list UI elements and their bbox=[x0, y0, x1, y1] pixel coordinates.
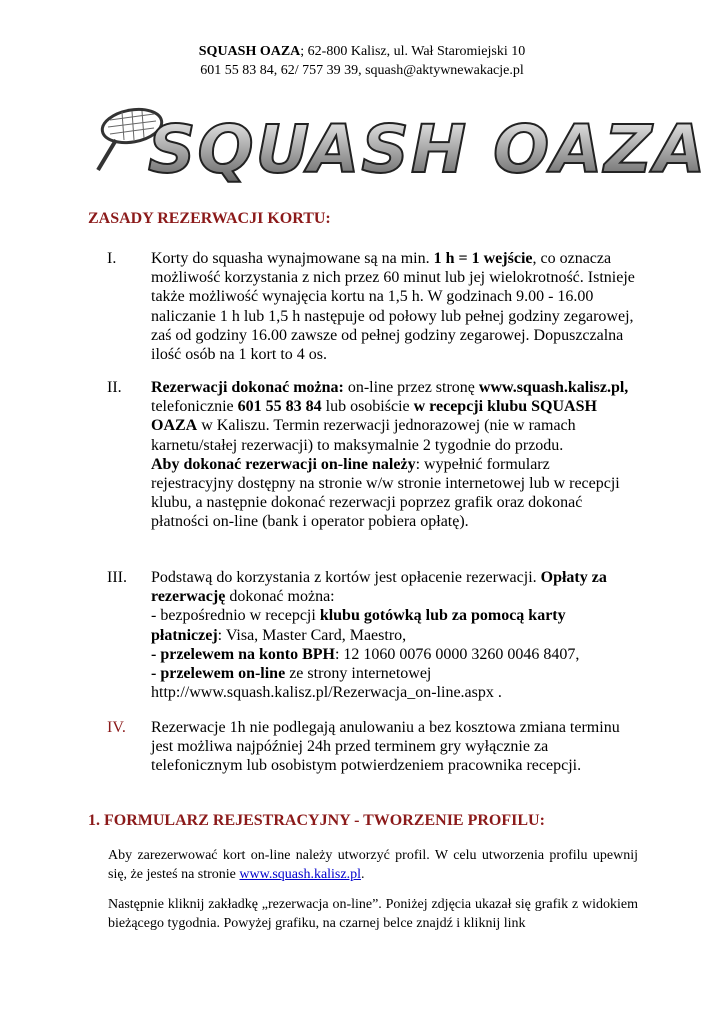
club-name: SQUASH OAZA bbox=[198, 44, 301, 59]
section-title: ZASADY REZERWACJI KORTU: bbox=[88, 210, 331, 227]
rule-number: IV. bbox=[107, 719, 126, 736]
rule-number: III. bbox=[107, 569, 127, 586]
header-contact: 601 55 83 84, 62/ 757 39 39, squash@aktywnewakacje.pl bbox=[200, 63, 524, 78]
rule-text: Rezerwacji dokonać można: on-line przez stronę www.squash.kalisz.pl, telefonicznie 601 55 83 84 lub osobiście w recepcji klubu SQUASH OAZA w Kaliszu. Termin rezerwacji jednorazowej (nie w ramach karnetu/stałej rezerwacji) to maksymalnie 2 tygodnie do przodu. Aby dokonać rezerwacji on-line należy: wypełnić formularz rejestracyjny dostępny na stronie w/w stronie internetowej lub w recepcji klubu, a następnie dokonać rezerwacji poprzez grafik oraz dokonać płatności on-line (bank i operator pobiera opłatę). bbox=[151, 379, 629, 531]
rule-text: Korty do squasha wynajmowane są na min. 1 h = 1 wejście, co oznacza możliwość korzystania z nich przez 60 minut lub jej wielokrotność. Istnieje także możliwość wynajęcia kortu na 1,5 h. W godzinach 9.00 - 16.00 naliczanie 1 h lub 1,5 h następuje od połowy lub pełnej godziny zegarowej, zaś od godziny 16.00 zawsze od pełnej godziny zegarowej. Dopuszczalna ilość osób na 1 kort to 4 os. bbox=[151, 250, 635, 364]
club-address: ; 62-800 Kalisz, ul. Wał Staromiejski 10 bbox=[300, 44, 526, 59]
rule-number: II. bbox=[107, 379, 122, 396]
rule-text: Rezerwacje 1h nie podlegają anulowaniu a bez kosztowa zmiana terminu jest możliwa najpóźniej 24h przed terminem gry wyłącznie za telefonicznym lub osobistym potwierdzeniem pracownika recepcji. bbox=[151, 719, 620, 775]
paragraph-instructions: Następnie kliknij zakładkę „rezerwacja on-line”. Poniżej zdjęcia ukazał się grafik z widokiem bieżącego tygodnia. Powyżej grafiku, na czarnej belce znajdź i kliknij link bbox=[108, 897, 638, 931]
squash-oaza-logo bbox=[88, 100, 708, 188]
paragraph-profile: Aby zarezerwować kort on-line należy utworzyć profil. W celu utworzenia profilu upewnij się, że jesteś na stronie www.squash.kalisz.pl. bbox=[108, 848, 638, 882]
section-2-title: 1. FORMULARZ REJESTRACYJNY - TWORZENIE PROFILU: bbox=[88, 812, 545, 829]
site-link[interactable]: www.squash.kalisz.pl bbox=[239, 867, 361, 882]
header-line-1 bbox=[0, 42, 724, 61]
rule-text: Podstawą do korzystania z kortów jest opłacenie rezerwacji. Opłaty za rezerwację dokonać można: - bezpośrednio w recepcji klubu gotówką lub za pomocą karty płatniczej: Visa, Master Card, Maestro, - przelewem na konto BPH: 12 1060 0076 0000 3260 0046 8407, - przelewem on-line ze strony internetowej http://www.squash.kalisz.pl/Rezerwacja_on-line.aspx . bbox=[151, 569, 607, 702]
logo-text: SQUASH OAZA bbox=[148, 111, 708, 188]
rule-number: I. bbox=[107, 250, 117, 267]
